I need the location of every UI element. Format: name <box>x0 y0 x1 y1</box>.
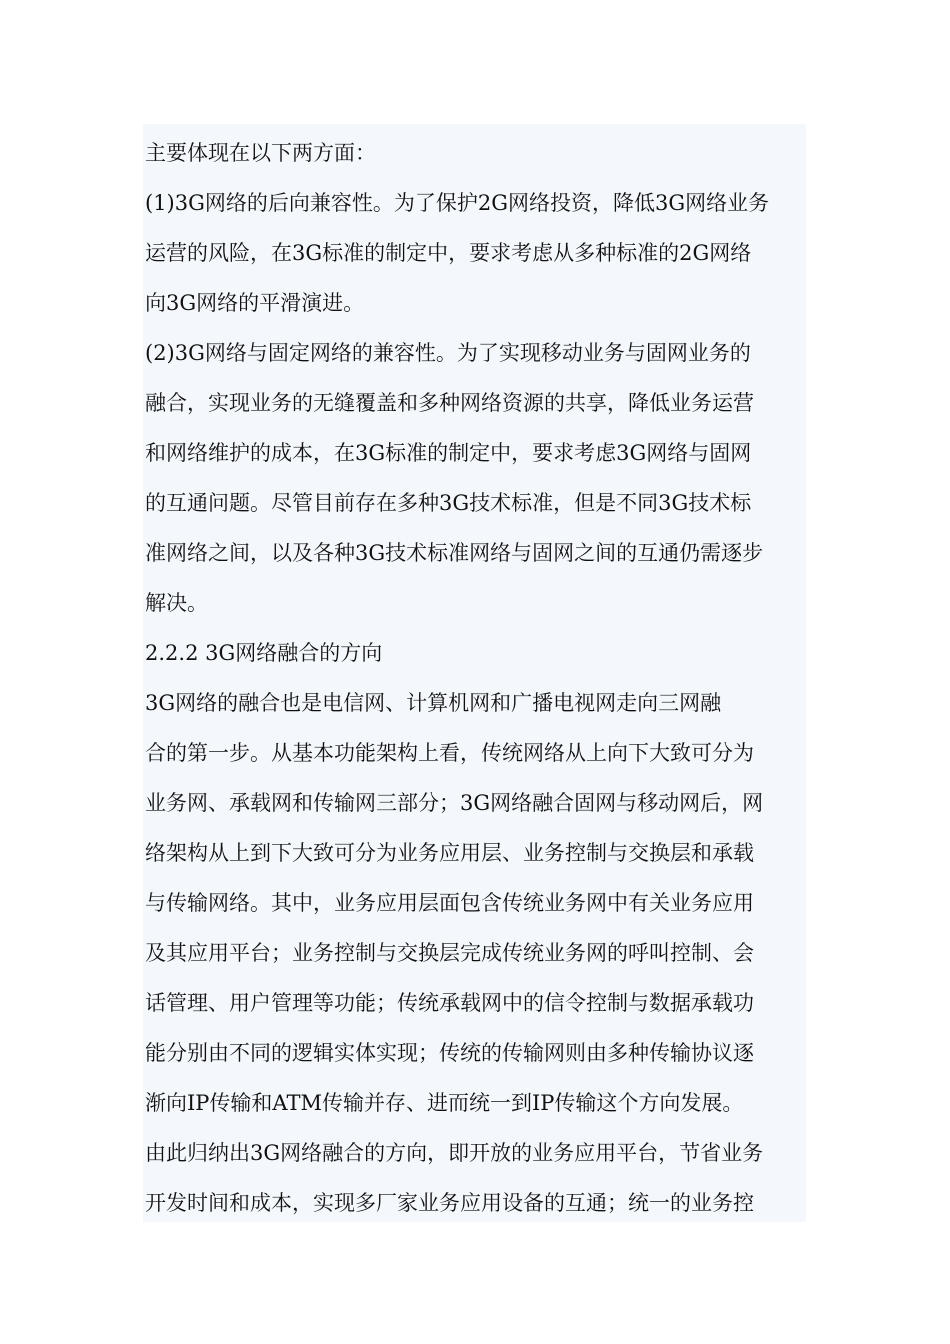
text-line: 开发时间和成本，实现多厂家业务应用设备的互通；统一的业务控 <box>145 1191 754 1215</box>
text-line: 及其应用平台；业务控制与交换层完成传统业务网的呼叫控制、会 <box>145 941 754 965</box>
text-line: 向3G网络的平滑演进。 <box>145 291 365 315</box>
text-line: 3G网络的融合也是电信网、计算机网和广播电视网走向三网融 <box>145 691 722 715</box>
text-line: 解决。 <box>145 591 208 615</box>
text-line: 准网络之间，以及各种3G技术标准网络与固网之间的互通仍需逐步 <box>145 541 764 565</box>
text-line: 络架构从上到下大致可分为业务应用层、业务控制与交换层和承载 <box>145 841 754 865</box>
text-line: 由此归纳出3G网络融合的方向，即开放的业务应用平台，节省业务 <box>145 1141 764 1165</box>
text-line: 融合，实现业务的无缝覆盖和多种网络资源的共享，降低业务运营 <box>145 391 754 415</box>
text-line: 渐向IP传输和ATM传输并存、进而统一到IP传输这个方向发展。 <box>145 1091 744 1115</box>
text-line: 主要体现在以下两方面： <box>145 141 376 165</box>
text-line: 和网络维护的成本，在3G标准的制定中，要求考虑3G网络与固网 <box>145 441 752 465</box>
text-block <box>143 124 806 1222</box>
text-line: 话管理、用户管理等功能；传统承载网中的信令控制与数据承载功 <box>145 991 754 1015</box>
text-line: (2)3G网络与固定网络的兼容性。为了实现移动业务与固网业务的 <box>145 341 751 365</box>
text-line: (1)3G网络的后向兼容性。为了保护2G网络投资，降低3G网络业务 <box>145 191 770 215</box>
text-line: 合的第一步。从基本功能架构上看，传统网络从上向下大致可分为 <box>145 741 754 765</box>
text-line: 业务网、承载网和传输网三部分；3G网络融合固网与移动网后，网 <box>145 791 764 815</box>
text-line: 的互通问题。尽管目前存在多种3G技术标准，但是不同3G技术标 <box>145 491 752 515</box>
text-line: 运营的风险，在3G标准的制定中，要求考虑从多种标准的2G网络 <box>145 241 752 265</box>
text-line: 与传输网络。其中，业务应用层面包含传统业务网中有关业务应用 <box>145 891 754 915</box>
section-heading: 2.2.2 3G网络融合的方向 <box>145 641 383 665</box>
text-line: 能分别由不同的逻辑实体实现；传统的传输网则由多种传输协议逐 <box>145 1041 754 1065</box>
